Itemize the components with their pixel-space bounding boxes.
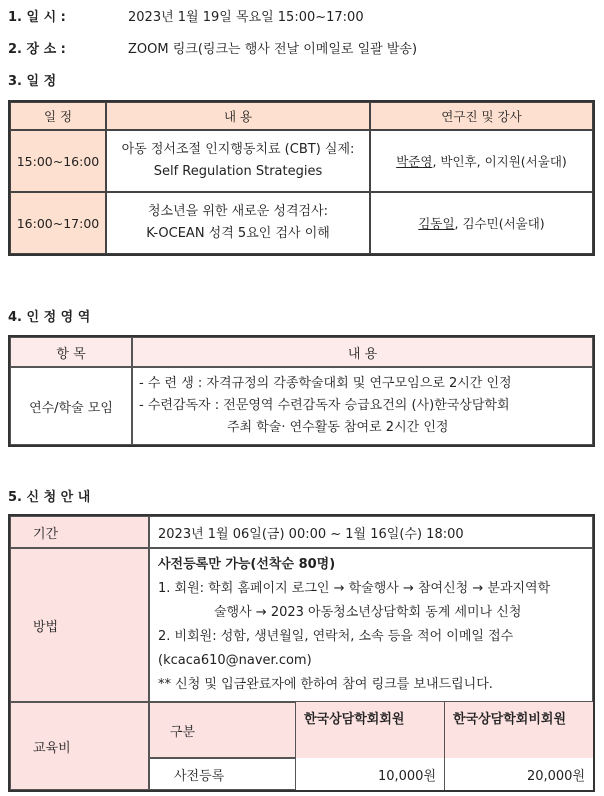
schedule-header-speakers: 연구진 및 강사 [370,102,593,130]
schedule-header-content: 내 용 [106,102,370,130]
place-label: 2. 장 소 : [8,42,66,57]
method-nonmember-line1: 2. 비회원: 성함, 생년월일, 연락처, 소속 등을 적어 이메일 접수 [158,629,514,644]
table-row [10,192,593,254]
date-label: 1. 일 시 : [8,10,66,25]
session-content [106,192,370,254]
date-line [8,6,364,25]
schedule-header-time: 일 정 [10,102,106,130]
cert-item: 연수/학술 모임 [10,367,132,445]
cert-header-content: 내 용 [132,337,593,367]
lead-speaker: 박준영 [396,154,433,169]
method-title: 사전등록만 가능(선착순 80명) [158,557,336,572]
co-speakers: , 김수민(서울대) [454,216,545,231]
fee-member-amount: 10,000원 [296,758,445,790]
fee-member-header: 한국상담학회회원 [296,702,445,758]
fee-amount-inner [296,758,593,790]
cert-line-supervisor-cont: 주최 학술· 연수활동 참여로 2시간 인정 [227,420,449,435]
cert-content [132,367,593,445]
schedule-table [8,100,595,256]
fee-amount-group [296,758,593,790]
period-value: 2023년 1월 06일(금) 00:00 ~ 1월 16일(수) 18:00 [149,516,593,548]
session-content [106,130,370,192]
session-speakers [370,192,593,254]
cert-table [8,335,595,447]
period-label: 기간 [10,516,149,548]
apply-heading: 5. 신 청 안 내 [8,490,91,505]
session-title-line1: 아동 정서조절 인지행동치료 (CBT) 실제: [121,142,355,157]
session-time: 16:00~17:00 [10,192,106,254]
method-content [149,548,593,702]
cert-line-supervisor: - 수련감독자 : 전문영역 수련감독자 승급요건의 (사)한국상담학회 [139,398,510,413]
method-member-line2: 술행사 → 2023 아동청소년상담학회 동계 세미나 신청 [214,605,522,620]
session-title-line2: K-OCEAN 성격 5요인 검사 이해 [146,226,330,241]
fee-row-label: 사전등록 [149,758,296,790]
table-row [10,367,593,445]
method-member-line1: 1. 회원: 학회 홈페이지 로그인 → 학술행사 → 참여신청 → 분과지역학 [158,581,551,596]
cert-header-item: 항 목 [10,337,132,367]
fee-nonmember-header: 한국상담학회비회원 [445,702,594,758]
session-speakers [370,130,593,192]
table-row [10,130,593,192]
session-time: 15:00~16:00 [10,130,106,192]
session-title-line2: Self Regulation Strategies [153,164,323,179]
method-note: ** 신청 및 입금완료자에 한하여 참여 링크를 보내드립니다. [158,677,493,692]
fee-header-group [296,702,593,758]
cert-line-trainee: - 수 련 생 : 자격규정의 각종학술대회 및 연구모임으로 2시간 인정 [139,376,512,391]
apply-table [8,514,595,792]
co-speakers: , 박인후, 이지원(서울대) [432,154,567,169]
method-email: (kcaca610@naver.com) [158,653,312,668]
session-title-line1: 청소년을 위한 새로운 성격검사: [147,204,329,219]
fee-col-label: 구분 [149,702,296,758]
date-value: 2023년 1월 19일 목요일 15:00~17:00 [128,10,364,25]
fee-header-inner [296,702,593,758]
cert-heading: 4. 인 정 영 역 [8,310,91,325]
fee-label: 교육비 [10,702,149,790]
method-label: 방법 [10,548,149,702]
place-line [8,38,417,57]
schedule-heading: 3. 일 정 [8,74,57,89]
fee-nonmember-amount: 20,000원 [526,768,585,784]
lead-speaker: 김동일 [418,216,455,231]
place-value: ZOOM 링크(링크는 행사 전날 이메일로 일괄 발송) [128,42,418,57]
